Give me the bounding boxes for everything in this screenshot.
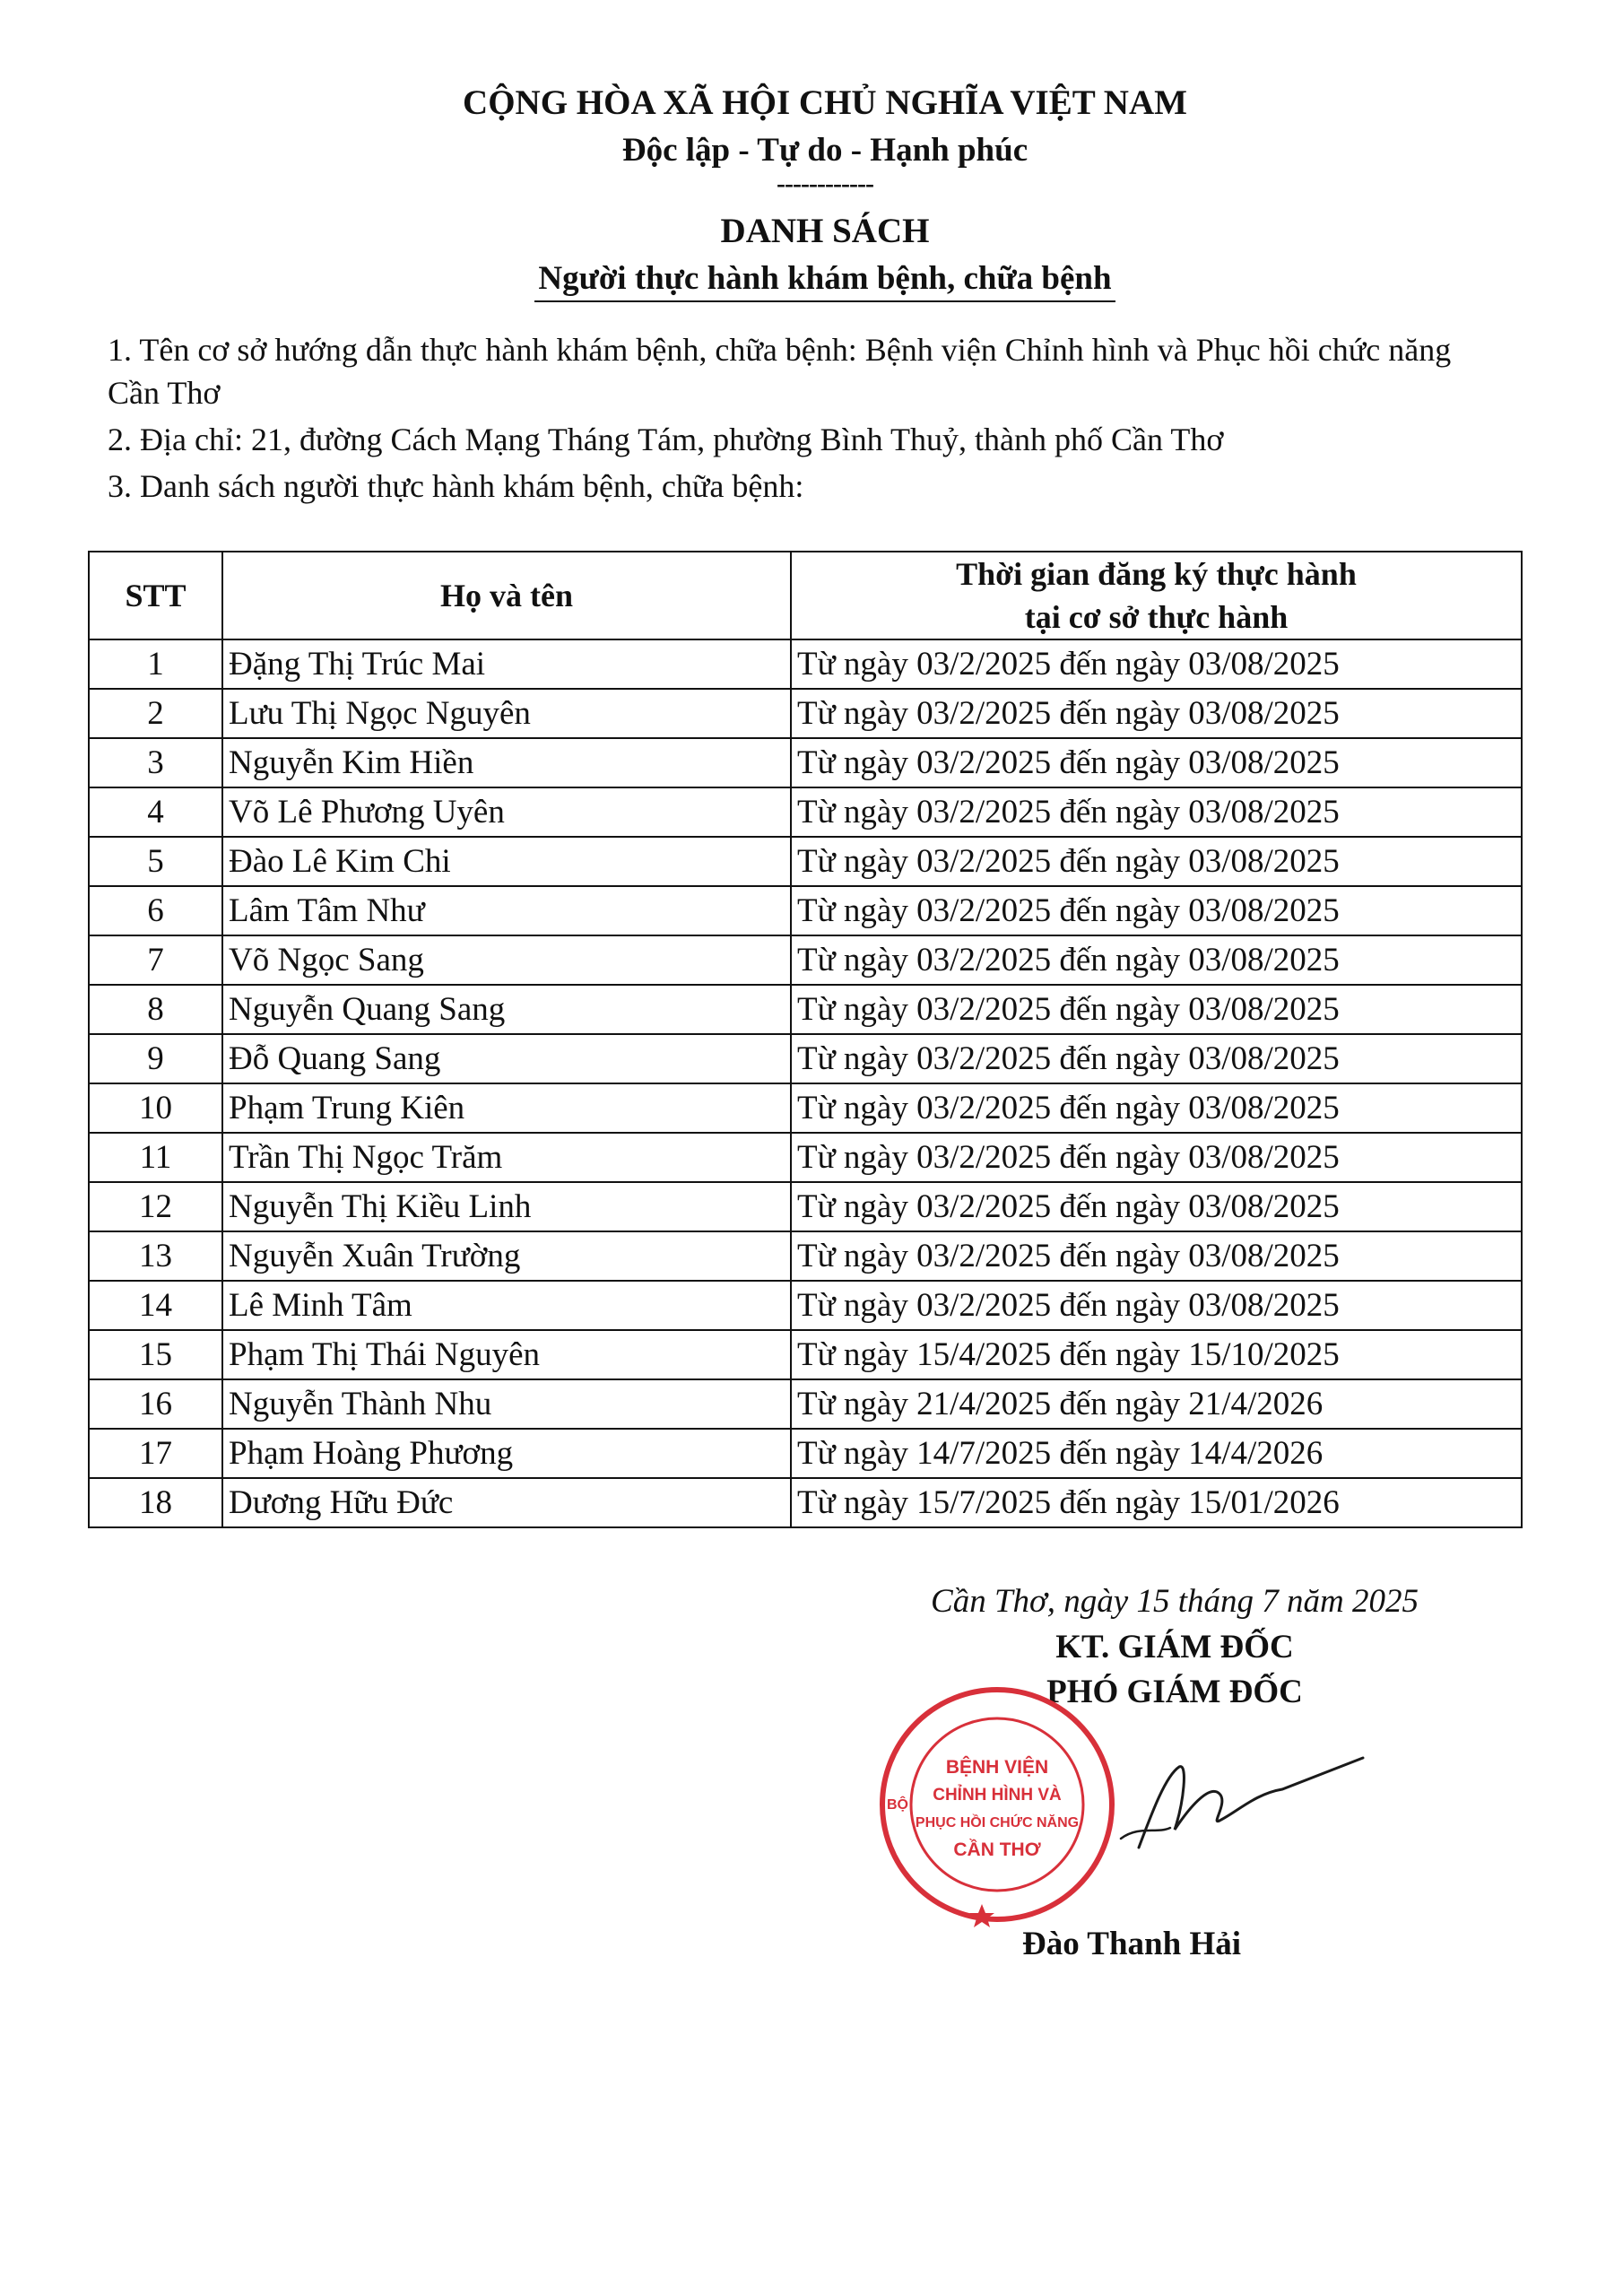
row-time: Từ ngày 03/2/2025 đến ngày 03/08/2025 [791,985,1522,1034]
row-name: Phạm Hoàng Phương [222,1429,791,1478]
table-row [89,1034,1522,1083]
signer-role-2: PHÓ GIÁM ĐỐC [1046,1674,1303,1710]
row-stt: 11 [89,1133,222,1182]
header-name: Họ và tên [222,552,791,639]
row-stt: 12 [89,1182,222,1231]
row-time: Từ ngày 03/2/2025 đến ngày 03/08/2025 [791,837,1522,886]
signer-name: Đào Thanh Hải [1022,1926,1242,1962]
row-stt: 9 [89,1034,222,1083]
row-time: Từ ngày 03/2/2025 đến ngày 03/08/2025 [791,1083,1522,1133]
row-name: Phạm Thị Thái Nguyên [222,1330,791,1379]
header-time [791,552,1522,639]
header-stt: STT [89,552,222,639]
stamp-line-1: BỆNH VIỆN [945,1757,1049,1778]
row-stt: 7 [89,935,222,985]
red-seal-stamp [874,1682,1121,1928]
row-time: Từ ngày 21/4/2025 đến ngày 21/4/2026 [791,1379,1522,1429]
header-separator: ------------ [777,169,873,198]
row-time: Từ ngày 03/2/2025 đến ngày 03/08/2025 [791,738,1522,787]
row-name: Võ Lê Phương Uyên [222,787,791,837]
row-stt: 15 [89,1330,222,1379]
row-time: Từ ngày 03/2/2025 đến ngày 03/08/2025 [791,1182,1522,1231]
stamp-line-4: CẦN THƠ [953,1839,1041,1860]
row-time: Từ ngày 15/7/2025 đến ngày 15/01/2026 [791,1478,1522,1527]
row-name: Nguyễn Thành Nhu [222,1379,791,1429]
row-name: Lê Minh Tâm [222,1281,791,1330]
table-row [89,1182,1522,1231]
row-time: Từ ngày 03/2/2025 đến ngày 03/08/2025 [791,787,1522,837]
table-row [89,639,1522,689]
row-time: Từ ngày 03/2/2025 đến ngày 03/08/2025 [791,639,1522,689]
row-stt: 1 [89,639,222,689]
document-header [269,79,1381,301]
row-name: Trần Thị Ngọc Trăm [222,1133,791,1182]
row-stt: 17 [89,1429,222,1478]
row-time: Từ ngày 03/2/2025 đến ngày 03/08/2025 [791,1231,1522,1281]
stamp-star-icon [969,1904,994,1927]
row-time: Từ ngày 03/2/2025 đến ngày 03/08/2025 [791,1133,1522,1182]
stamp-line-3: PHỤC HỒI CHỨC NĂNG [915,1815,1080,1831]
row-name: Đào Lê Kim Chi [222,837,791,886]
row-stt: 6 [89,886,222,935]
table-row [89,1083,1522,1133]
table-row [89,1478,1522,1527]
document-subtitle-wrap [269,257,1381,301]
place-date: Cần Thơ, ngày 15 tháng 7 năm 2025 [931,1583,1419,1620]
document-subtitle: Người thực hành khám bệnh, chữa bệnh [534,260,1115,302]
table-body [89,639,1522,1527]
table-row [89,886,1522,935]
stamp-side-text: BỘ [887,1797,908,1813]
info-facility: 1. Tên cơ sở hướng dẫn thực hành khám bệnh, chữa bệnh: Bệnh viện Chỉnh hình và Phục hồi chức năng Cần Thơ [108,332,1452,411]
row-name: Nguyễn Thị Kiều Linh [222,1182,791,1231]
row-stt: 10 [89,1083,222,1133]
table-header-row [89,552,1522,639]
row-name: Lưu Thị Ngọc Nguyên [222,689,791,738]
table-row [89,1133,1522,1182]
row-time: Từ ngày 14/7/2025 đến ngày 14/4/2026 [791,1429,1522,1478]
table-row [89,787,1522,837]
row-time: Từ ngày 15/4/2025 đến ngày 15/10/2025 [791,1330,1522,1379]
row-stt: 4 [89,787,222,837]
table-row [89,1330,1522,1379]
table-row [89,985,1522,1034]
row-name: Nguyễn Quang Sang [222,985,791,1034]
handwritten-signature [1103,1740,1372,1874]
table-header [89,552,1522,639]
row-stt: 16 [89,1379,222,1429]
row-name: Nguyễn Xuân Trường [222,1231,791,1281]
national-motto: Độc lập - Tự do - Hạnh phúc [621,132,1028,169]
info-address: 2. Địa chỉ: 21, đường Cách Mạng Tháng Tám, phường Bình Thuỷ, thành phố Cần Thơ [108,422,1224,457]
row-time: Từ ngày 03/2/2025 đến ngày 03/08/2025 [791,1034,1522,1083]
signer-role-1: KT. GIÁM ĐỐC [1055,1629,1294,1665]
row-stt: 8 [89,985,222,1034]
row-time: Từ ngày 03/2/2025 đến ngày 03/08/2025 [791,689,1522,738]
table-row [89,1231,1522,1281]
row-name: Phạm Trung Kiên [222,1083,791,1133]
row-name: Dương Hữu Đức [222,1478,791,1527]
table-row [89,837,1522,886]
table-row [89,1379,1522,1429]
table-row [89,1281,1522,1330]
row-name: Đặng Thị Trúc Mai [222,639,791,689]
practitioner-table [88,551,1523,1528]
table-row [89,935,1522,985]
table-row [89,689,1522,738]
row-stt: 13 [89,1231,222,1281]
row-name: Võ Ngọc Sang [222,935,791,985]
header-time-line2: tại cơ sở thực hành [1024,599,1289,635]
row-time: Từ ngày 03/2/2025 đến ngày 03/08/2025 [791,935,1522,985]
document-info [108,328,1506,511]
header-time-line1: Thời gian đăng ký thực hành [956,556,1357,592]
row-name: Lâm Tâm Như [222,886,791,935]
stamp-line-2: CHỈNH HÌNH VÀ [933,1786,1062,1805]
row-name: Đỗ Quang Sang [222,1034,791,1083]
row-stt: 18 [89,1478,222,1527]
table-row [89,738,1522,787]
row-time: Từ ngày 03/2/2025 đến ngày 03/08/2025 [791,1281,1522,1330]
row-stt: 5 [89,837,222,886]
row-stt: 2 [89,689,222,738]
info-list-heading: 3. Danh sách người thực hành khám bệnh, chữa bệnh: [108,468,804,504]
table-row [89,1429,1522,1478]
national-title: CỘNG HÒA XÃ HỘI CHỦ NGHĨA VIỆT NAM [463,83,1187,122]
document-title: DANH SÁCH [720,212,930,250]
row-stt: 3 [89,738,222,787]
row-time: Từ ngày 03/2/2025 đến ngày 03/08/2025 [791,886,1522,935]
row-name: Nguyễn Kim Hiền [222,738,791,787]
row-stt: 14 [89,1281,222,1330]
